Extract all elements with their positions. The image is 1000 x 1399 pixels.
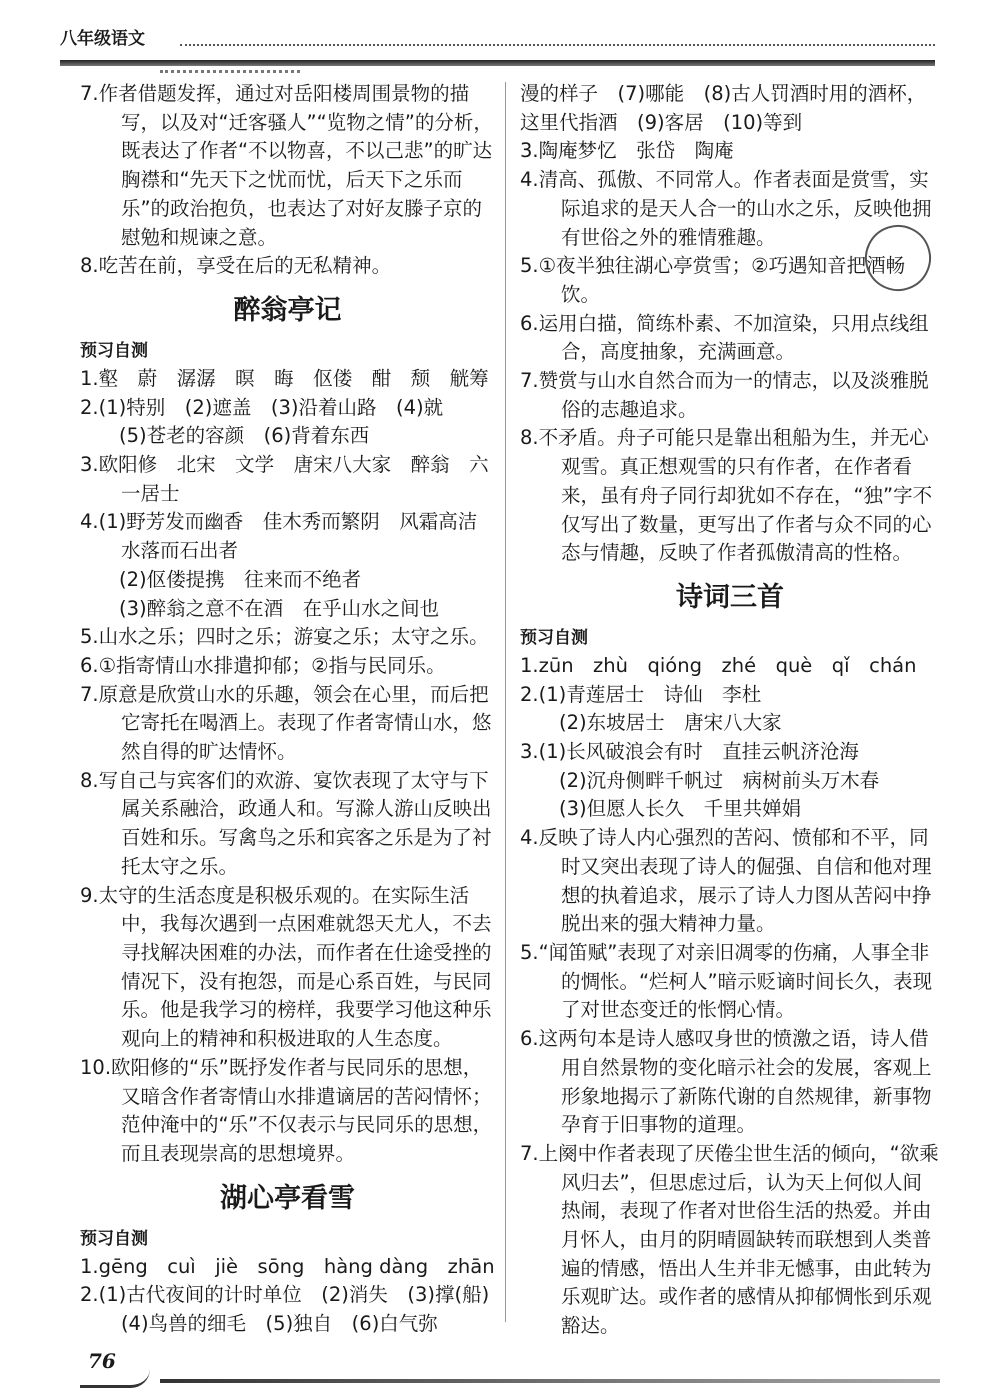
answer-item: 8.不矛盾。舟子可能只是靠出租船为生，并无心观雪。真正想观雪的只有作者，在作者看来，虽有舟子同行却犹如不存在，“独”字不仅写出了数量，更写出了作者与众不同的心态与情趣，反映了作者孤傲清高的性格。 — [520, 426, 933, 565]
header-dotted-rule — [180, 44, 935, 46]
header-bar — [60, 60, 935, 66]
section-title: 湖心亭看雪 — [220, 1182, 355, 1214]
footer-rule — [160, 1379, 940, 1383]
page-number: 76 — [88, 1349, 116, 1373]
answer-item: 5.①夜半独往湖心亭赏雪；②巧遇知音把酒畅饮。 — [520, 254, 906, 306]
answer-subitem: (5)苍老的容颜 (6)背着东西 — [119, 424, 370, 448]
answer-item: 5.山水之乐；四时之乐；游宴之乐；太守之乐。 — [80, 625, 489, 649]
answer-item: 3.(1)长风破浪会有时 直挂云帆济沧海 — [520, 740, 859, 764]
page-header — [60, 14, 935, 74]
answer-item: 5.“闻笛赋”表现了对亲旧凋零的伤痛，人事全非的惆怅。“烂柯人”暗示贬谪时间长久，表现了对世态变迁的怅惘心情。 — [520, 940, 933, 1022]
answer-subitem: (2)沉舟侧畔千帆过 病树前头万木春 — [559, 768, 880, 792]
answer-item: 7.原意是欣赏山水的乐趣，领会在心里，而后把它寄托在喝酒上。表现了作者寄情山水，悠然自得的旷达情怀。 — [80, 682, 492, 764]
answer-item: 2.(1)青莲居士 诗仙 李杜 — [520, 682, 762, 706]
answer-subitem: (2)伛偻提携 往来而不绝者 — [119, 567, 362, 591]
answer-item: 3.陶庵梦忆 张岱 陶庵 — [520, 139, 734, 163]
section-subtitle: 预习自测 — [80, 1228, 148, 1249]
section-subtitle: 预习自测 — [80, 340, 148, 361]
header-ornament — [160, 70, 300, 77]
answer-item: 6.①指寄情山水排遣抑郁；②指与民同乐。 — [80, 653, 446, 677]
answer-item: 4.反映了诗人内心强烈的苦闷、愤郁和不平，同时又突出表现了诗人的倔强、自信和他对理想的执着追求，展示了诗人力图从苦闷中挣脱出来的强大精神力量。 — [520, 826, 932, 936]
answer-item: 2.(1)古代夜间的计时单位 (2)消失 (3)撑(船) (4)鸟兽的细毛 (5)独自 (6)白气弥 — [80, 1283, 509, 1336]
answer-item: 6.运用白描，简练朴素、不加渲染，只用点线组合，高度抽象，充满画意。 — [520, 311, 929, 364]
answer-subitem: (2)东坡居士 唐宋八大家 — [559, 711, 782, 735]
answer-item: 4.清高、孤傲、不同常人。作者表面是赏雪，实际追求的是天人合一的山水之乐，反映他拥有世俗之外的雅情雅趣。 — [520, 168, 932, 249]
answer-item: 1.zūn zhù qióng zhé què qǐ chán — [520, 653, 917, 677]
answer-continuation: 漫的样子 (7)哪能 (8)古人罚酒时用的酒杯，这里代指酒 (9)客居 (10)等到 — [520, 82, 927, 134]
answer-item: 4.(1)野芳发而幽香 佳木秀而繁阴 风霜高洁 水落而石出者 — [80, 510, 497, 563]
answer-subitem: (3)但愿人长久 千里共婵娟 — [559, 797, 802, 821]
answer-item: 7.上阕中作者表现了厌倦尘世生活的倾向，“欲乘风归去”，但思虑过后，认为天上何似人间热闹，表现了作者对世俗生活的热爱。并由月怀人，由月的阴晴圆缺转而联想到人类普遍的情感，悟出人生并非无憾事，由此转为乐观旷达。或作者的感情从抑郁惆怅到乐观豁达。 — [520, 1141, 939, 1338]
answer-item: 10.欧阳修的“乐”既抒发作者与民同乐的思想，又暗含作者寄情山水排遣谪居的苦闷情怀；范仲淹中的“乐”不仅表示与民同乐的思想，而且表现崇高的思想境界。 — [80, 1055, 493, 1165]
answer-item: 9.太守的生活态度是积极乐观的。在实际生活中，我每次遇到一点困难就怨天尤人，不去寻找解决困难的办法，而作者在仕途受挫的情况下，没有抱怨，而是心系百姓，与民同乐。他是我学习的榜样，我要学习他这种乐观向上的精神和积极进取的人生态度。 — [80, 883, 492, 1051]
answer-item: 8.写自己与宾客们的欢游、宴饮表现了太守与下属关系融洽，政通人和。写滁人游山反映出百姓和乐。写禽鸟之乐和宾客之乐是为了衬托太守之乐。 — [80, 768, 492, 878]
section-title: 醉翁亭记 — [233, 294, 342, 326]
answer-item: 7.赞赏与山水自然合而为一的情志，以及淡雅脱俗的志趣追求。 — [520, 369, 929, 421]
answer-item: 2.(1)特别 (2)遮盖 (3)沿着山路 (4)就 — [80, 395, 444, 419]
section-title: 诗词三首 — [676, 581, 784, 613]
answer-item: 1.壑 蔚 潺潺 暝 晦 伛偻 酣 颓 觥筹 — [80, 366, 489, 390]
header-title: 八年级语文 — [60, 29, 145, 49]
answer-item: 7.作者借题发挥，通过对岳阳楼周围景物的描写，以及对“迁客骚人”“览物之情”的分析，既表达了作者“不以物喜，不以己悲”的旷达胸襟和“先天下之忧而忧，后天下之乐而乐”的政治抱负，也表达了对好友滕子京的慰勉和规谏之意。 — [80, 82, 493, 249]
answer-subitem: (3)醉翁之意不在酒 在乎山水之间也 — [119, 596, 440, 620]
answer-item: 3.欧阳修 北宋 文学 唐宋八大家 醉翁 六一居士 — [80, 453, 489, 505]
answer-item: 8.吃苦在前，享受在后的无私精神。 — [80, 254, 392, 278]
left-column — [80, 80, 509, 1339]
page-footer — [70, 1349, 940, 1391]
section-subtitle: 预习自测 — [520, 627, 588, 648]
column-divider — [505, 82, 506, 1322]
answer-item: 1.gēng cuì jiè sōng hàng dàng zhān — [80, 1254, 495, 1278]
answer-item: 6.这两句本是诗人感叹身世的愤激之语，诗人借用自然景物的变化暗示社会的发展，客观上形象地揭示了新陈代谢的自然规律，新事物孕育于旧事物的道理。 — [520, 1027, 932, 1137]
